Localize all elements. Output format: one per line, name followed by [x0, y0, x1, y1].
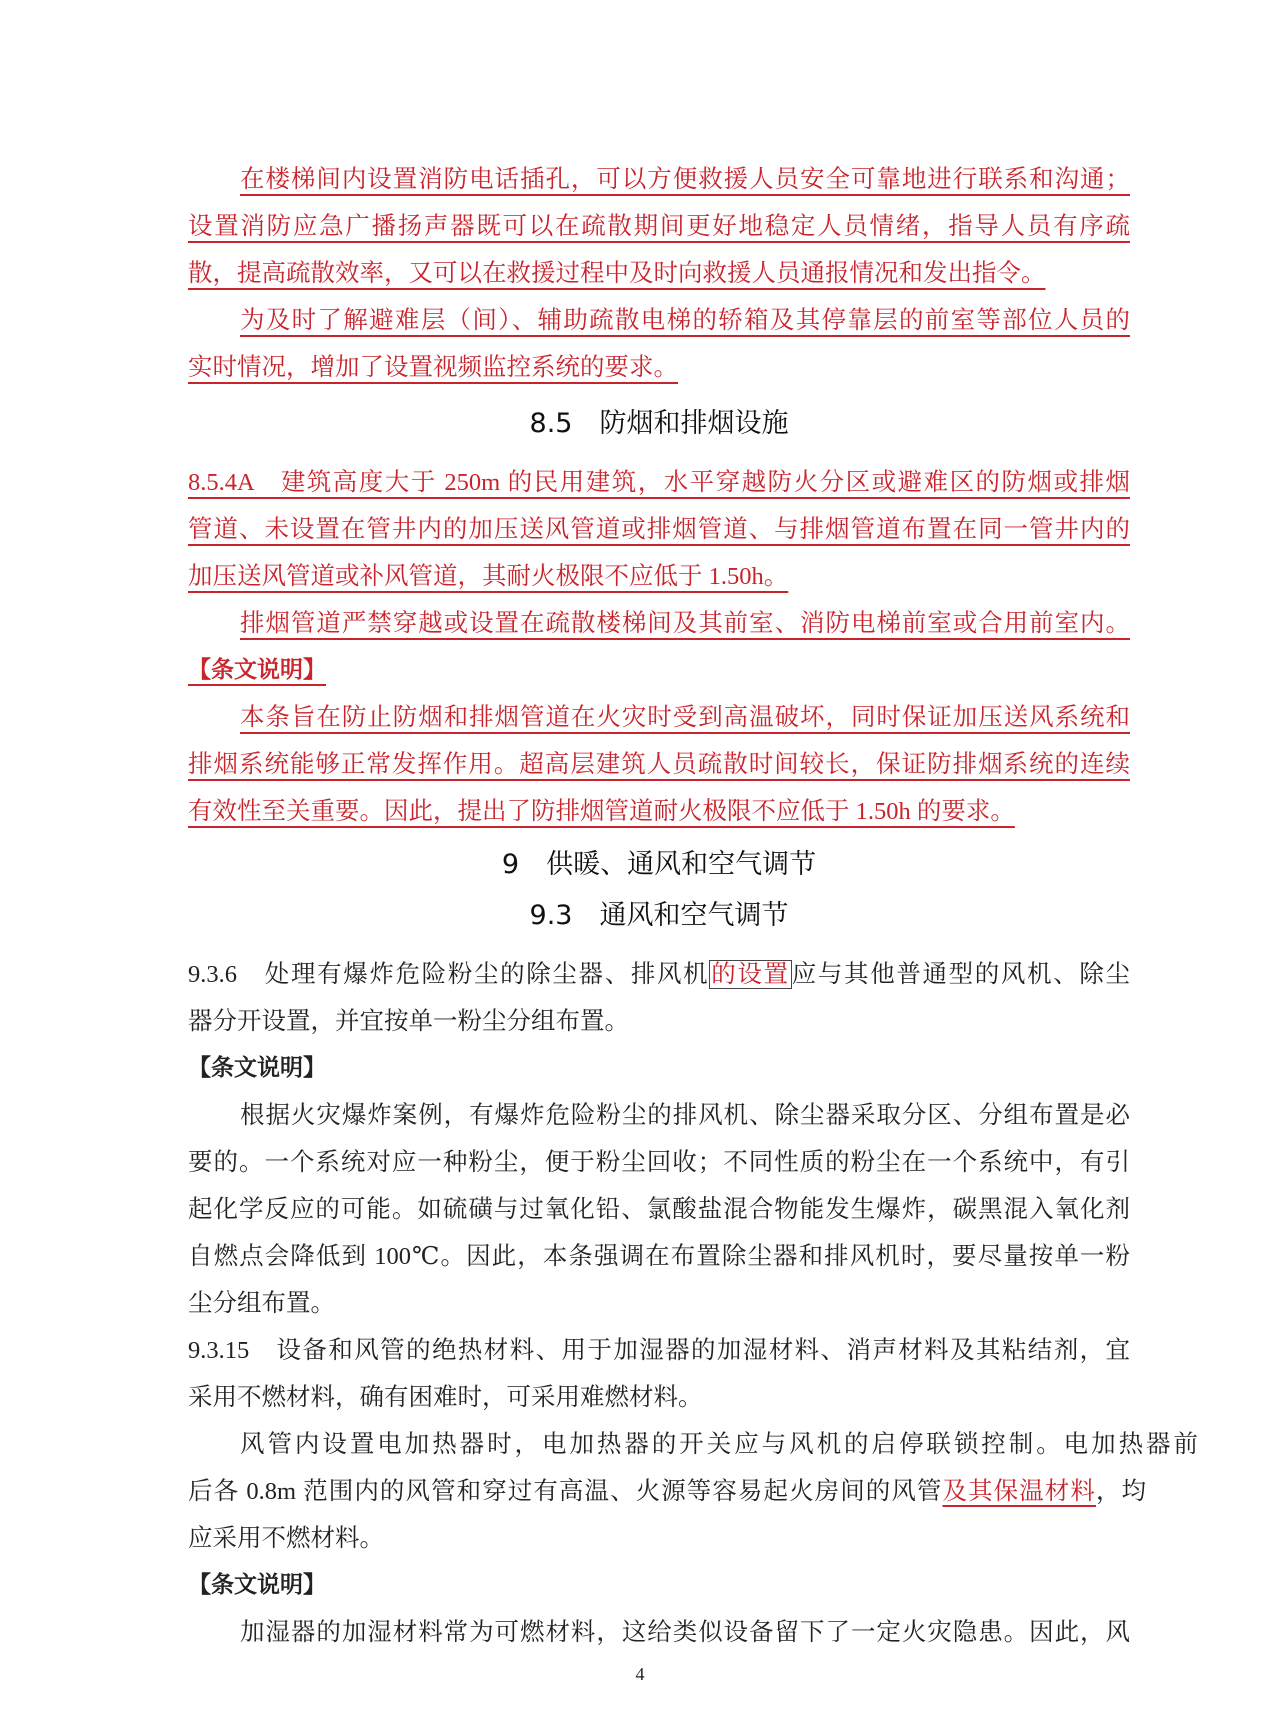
line-text: 8.5.4A 建筑高度大于 250m 的民用建筑，水平穿越防火分区或避难区的防烟或排烟 [188, 469, 1130, 496]
line-text [188, 1478, 1146, 1505]
text-line [188, 741, 1130, 788]
line-text: 有效性至关重要。因此，提出了防排烟管道耐火极限不应低于 1.50h 的要求。 [188, 798, 1015, 825]
text-line [188, 1092, 1130, 1139]
text-line [188, 250, 1130, 297]
line-text: 根据火灾爆炸案例，有爆炸危险粉尘的排风机、除尘器采取分区、分组布置是必 [240, 1102, 1130, 1129]
line-text: 起化学反应的可能。如硫磺与过氧化铅、氯酸盐混合物能发生爆炸，碳黑混入氧化剂 [188, 1196, 1130, 1223]
text-line [188, 1468, 1146, 1515]
text-segment: 应与其他普通型的风机、除尘 [791, 961, 1131, 988]
line-text: 设置消防应急广播扬声器既可以在疏散期间更好地稳定人员情绪，指导人员有序疏 [188, 213, 1130, 240]
text-line [188, 1186, 1130, 1233]
clause-explanation-label: 【条文说明】 [188, 1055, 326, 1081]
line-text: 尘分组布置。 [188, 1290, 335, 1317]
text-line [188, 1374, 1130, 1421]
document-page [188, 156, 1198, 1656]
page-number: 4 [635, 1664, 645, 1684]
section-heading: 8.5 防烟和排烟设施 [529, 408, 789, 439]
text-line [188, 1280, 1130, 1327]
text-line [188, 788, 1130, 835]
text-segment: ，均 [1095, 1478, 1147, 1505]
text-line [188, 1327, 1130, 1374]
line-text: 实时情况，增加了设置视频监控系统的要求。 [188, 354, 678, 381]
text-line [188, 1515, 1146, 1562]
tracked-insertion: 及其保温材料 [942, 1478, 1096, 1505]
line-text: 采用不燃材料，确有困难时，可采用难燃材料。 [188, 1384, 703, 1411]
text-line [188, 553, 1130, 600]
text-line [188, 344, 1130, 391]
text-line [188, 951, 1130, 998]
text-line [188, 297, 1130, 344]
text-line [188, 1421, 1198, 1468]
clause-explanation-label: 【条文说明】 [188, 657, 326, 683]
text-line [188, 203, 1130, 250]
section-heading: 9 供暖、通风和空气调节 [501, 849, 817, 880]
line-text: 加压送风管道或补风管道，其耐火极限不应低于 1.50h。 [188, 563, 789, 590]
text-segment: 9.3.6 处理有爆炸危险粉尘的除尘器、排风机 [188, 961, 710, 988]
line-text: 要的。一个系统对应一种粉尘，便于粉尘回收；不同性质的粉尘在一个系统中，有引 [188, 1149, 1130, 1176]
line-text [188, 960, 1130, 989]
clause-explanation-heading [188, 1045, 1130, 1092]
line-text: 散，提高疏散效率，又可以在救援过程中及时向救援人员通报情况和发出指令。 [188, 260, 1046, 287]
text-line [188, 694, 1130, 741]
line-text: 风管内设置电加热器时，电加热器的开关应与风机的启停联锁控制。电加热器前 [240, 1431, 1198, 1458]
text-line [188, 1139, 1130, 1186]
line-text: 应采用不燃材料。 [188, 1525, 384, 1552]
text-line [188, 459, 1130, 506]
text-line [188, 1233, 1130, 1280]
text-segment: 后各 0.8m 范围内的风管和穿过有高温、火源等容易起火房间的风管 [188, 1478, 943, 1505]
clause-explanation-heading [188, 1562, 1130, 1609]
line-text: 在楼梯间内设置消防电话插孔，可以方便救援人员安全可靠地进行联系和沟通； [240, 166, 1130, 193]
line-text: 管道、未设置在管井内的加压送风管道或排烟管道、与排烟管道布置在同一管井内的 [188, 516, 1130, 543]
text-line [188, 506, 1130, 553]
line-text: 器分开设置，并宜按单一粉尘分组布置。 [188, 1008, 629, 1035]
clause-explanation-label: 【条文说明】 [188, 1572, 326, 1598]
line-text: 排烟管道严禁穿越或设置在疏散楼梯间及其前室、消防电梯前室或合用前室内。 [240, 610, 1130, 637]
section-heading: 9.3 通风和空气调节 [529, 900, 789, 931]
text-line [188, 600, 1130, 647]
line-text: 自燃点会降低到 100℃。因此，本条强调在布置除尘器和排风机时，要尽量按单一粉 [188, 1243, 1130, 1270]
text-line [188, 156, 1130, 203]
line-text: 为及时了解避难层（间）、辅助疏散电梯的轿箱及其停靠层的前室等部位人员的 [240, 307, 1130, 334]
line-text: 加湿器的加湿材料常为可燃材料，这给类似设备留下了一定火灾隐患。因此，风 [240, 1619, 1130, 1646]
line-text: 9.3.15 设备和风管的绝热材料、用于加湿器的加湿材料、消声材料及其粘结剂，宜 [188, 1337, 1130, 1364]
text-line [188, 1609, 1130, 1656]
tracked-change-box: 的设置 [711, 961, 790, 988]
text-line [188, 998, 1130, 1045]
line-text: 排烟系统能够正常发挥作用。超高层建筑人员疏散时间较长，保证防排烟系统的连续 [188, 751, 1130, 778]
line-text: 本条旨在防止防烟和排烟管道在火灾时受到高温破坏，同时保证加压送风系统和 [240, 704, 1130, 731]
clause-explanation-heading [188, 647, 1130, 694]
